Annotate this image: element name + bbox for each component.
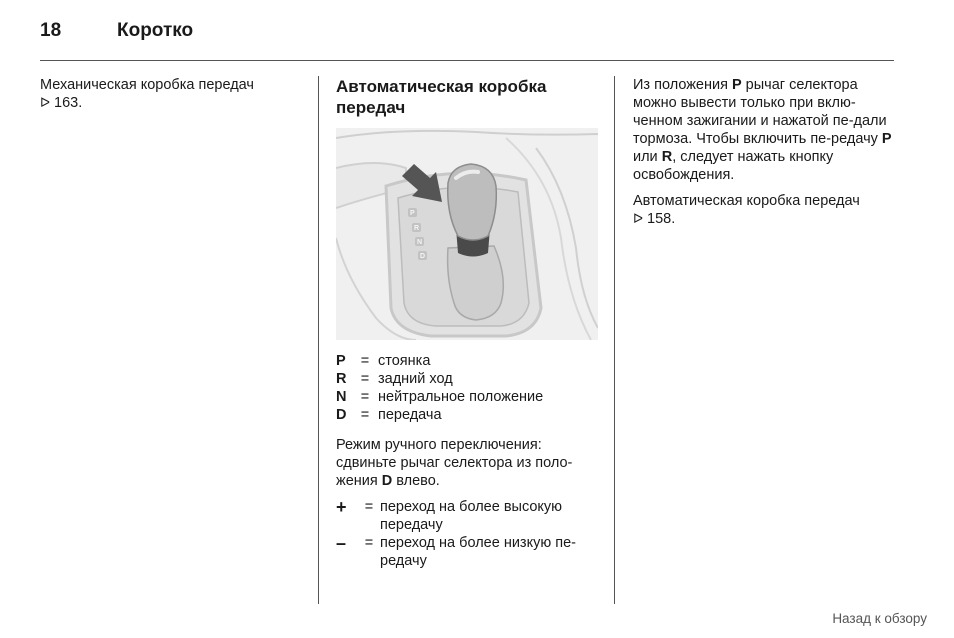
legend-text: нейтральное положение bbox=[378, 389, 544, 405]
back-to-overview-link[interactable]: Назад к обзору bbox=[832, 611, 927, 626]
selector-lever-illustration bbox=[336, 128, 598, 340]
minus-icon: – bbox=[336, 533, 347, 553]
automatic-gearbox-reference bbox=[633, 192, 895, 228]
gate-mark-r: R bbox=[414, 225, 420, 232]
sign-text: переход на более высокую передачу bbox=[380, 499, 563, 533]
legend-row-d bbox=[336, 406, 600, 424]
legend-equals: = bbox=[360, 371, 370, 387]
chapter-title: Коротко bbox=[117, 20, 194, 41]
manual-gearbox-reference bbox=[40, 76, 300, 112]
gate-mark-p: P bbox=[410, 210, 415, 217]
legend-equals: = bbox=[360, 353, 370, 369]
legend-text: стоянка bbox=[378, 353, 431, 369]
reference-text: Автоматическая коробка передач bbox=[633, 193, 860, 209]
legend-equals: = bbox=[360, 389, 370, 405]
key-p: P bbox=[731, 77, 742, 93]
section-title-line-2: передач bbox=[336, 98, 406, 117]
legend-key: N bbox=[336, 389, 347, 405]
section-title-line-1: Автоматическая коробка bbox=[336, 77, 547, 96]
key-p: P bbox=[881, 131, 892, 147]
reference-text: Механическая коробка передач bbox=[40, 77, 254, 93]
sign-text: переход на более низкую пе-редачу bbox=[380, 535, 576, 569]
column-3 bbox=[633, 76, 895, 236]
manual-text-part: Режим ручного переключения: сдвиньте рычаг селектора из поло-жения bbox=[336, 437, 573, 489]
text-part: Из положения bbox=[633, 77, 732, 93]
manual-mode-paragraph bbox=[336, 436, 600, 490]
column-1 bbox=[40, 76, 300, 120]
text-part: , следует нажать кнопку освобождения. bbox=[633, 149, 834, 183]
reference-arrow-icon: ᐅ bbox=[633, 211, 643, 226]
text-part: или bbox=[633, 149, 662, 165]
text-part: рычаг селектора можно вывести только при вклю-ченном зажигании и нажатой пе-дали тормоза. Чтобы включить пе-редачу bbox=[633, 77, 887, 147]
page-reference-link[interactable] bbox=[40, 95, 82, 111]
page-header bbox=[40, 20, 894, 61]
plus-icon: + bbox=[336, 497, 347, 517]
section-title bbox=[336, 76, 600, 118]
legend-key: R bbox=[336, 371, 347, 387]
gate-mark-n: N bbox=[417, 239, 423, 246]
legend-text: задний ход bbox=[378, 371, 453, 387]
reference-arrow-icon: ᐅ bbox=[40, 95, 50, 110]
sign-equals: = bbox=[364, 499, 374, 515]
sign-row-minus bbox=[336, 534, 600, 570]
column-divider-2 bbox=[614, 76, 615, 604]
reference-page: 158. bbox=[647, 211, 676, 227]
legend-equals: = bbox=[360, 407, 370, 423]
sign-row-plus bbox=[336, 498, 600, 534]
legend-text: передача bbox=[378, 407, 442, 423]
page-number: 18 bbox=[40, 20, 62, 41]
gear-legend bbox=[336, 352, 600, 424]
manual-key: D bbox=[381, 473, 393, 489]
park-release-paragraph bbox=[633, 76, 895, 184]
sign-equals: = bbox=[364, 535, 374, 551]
page-reference-link[interactable] bbox=[633, 211, 675, 227]
legend-key: P bbox=[336, 353, 346, 369]
selector-lever-drawing bbox=[336, 128, 598, 340]
legend-row-p bbox=[336, 352, 600, 370]
column-divider-1 bbox=[318, 76, 319, 604]
gate-mark-d: D bbox=[420, 253, 426, 260]
reference-page: 163. bbox=[54, 95, 83, 111]
legend-row-n bbox=[336, 388, 600, 406]
legend-key: D bbox=[336, 407, 347, 423]
manual-text-part: влево. bbox=[392, 473, 440, 489]
shift-signs bbox=[336, 498, 600, 570]
column-2 bbox=[336, 76, 600, 570]
key-r: R bbox=[661, 149, 673, 165]
legend-row-r bbox=[336, 370, 600, 388]
